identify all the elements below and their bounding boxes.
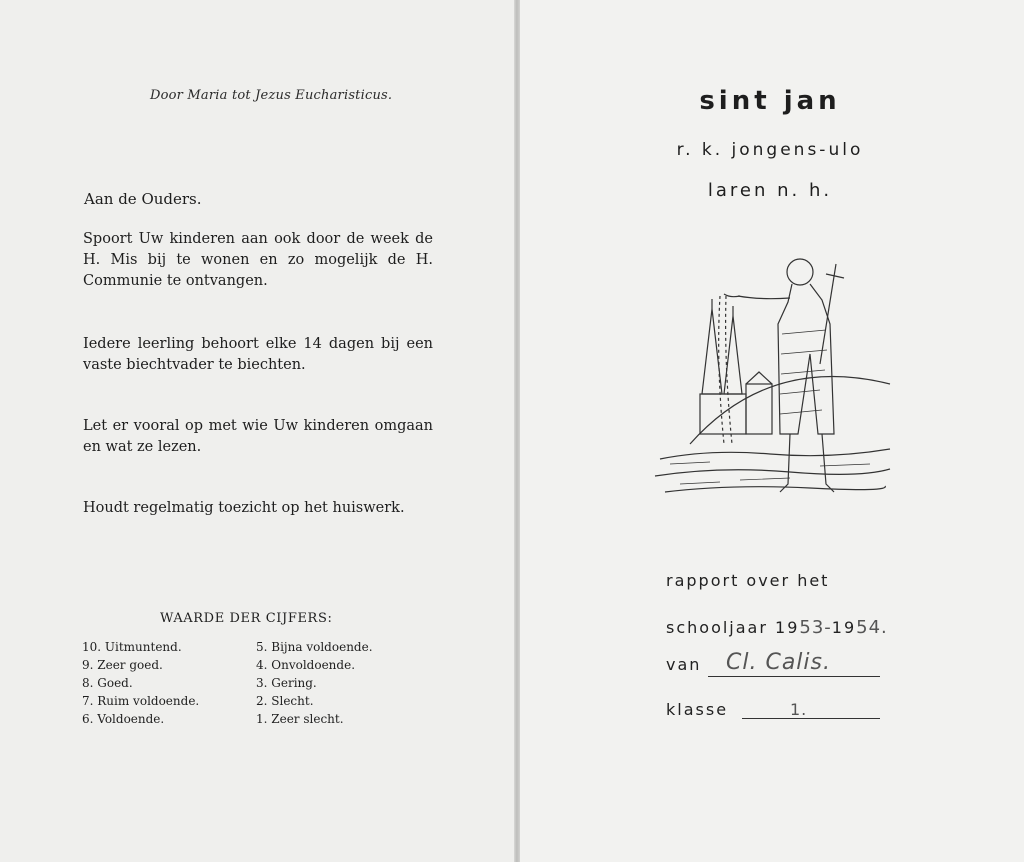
paragraph-mass: Spoort Uw kinderen aan ook door de week de H. Mis bij te wonen en zo mogelijk de H. Communie te ontvangen. [83, 231, 433, 289]
grade-item: 2. Slecht. [256, 694, 314, 708]
report-label: rapport over het [666, 571, 830, 590]
grade-item: 1. Zeer slecht. [256, 712, 344, 726]
van-label: van [666, 655, 702, 674]
grade-item: 6. Voldoende. [82, 712, 165, 726]
paragraph-homework: Houdt regelmatig toezicht op het huiswerk. [83, 500, 405, 516]
school-location: laren n. h. [707, 180, 833, 201]
grade-item: 9. Zeer goed. [82, 658, 163, 672]
grade-item: 4. Onvoldoende. [256, 658, 356, 672]
schoolyear-end-prefix: 19 [831, 618, 857, 637]
grade-item: 7. Ruim voldoende. [82, 694, 200, 708]
name-fill-line [708, 676, 880, 677]
grade-item: 3. Gering. [256, 676, 317, 690]
class-fill-line [742, 718, 880, 719]
motto: Door Maria tot Jezus Eucharisticus. [150, 88, 393, 103]
student-name-value: Cl. Calis. [726, 650, 831, 675]
grades-list-low [256, 638, 373, 728]
class-value: 1. [790, 700, 808, 719]
schoolyear-end-value: 54. [856, 617, 888, 638]
klasse-label: klasse [666, 700, 729, 719]
grade-item: 5. Bijna voldoende. [256, 640, 373, 654]
school-subtitle: r. k. jongens-ulo [676, 140, 864, 160]
school-title: sint jan [699, 86, 841, 116]
schoolyear-label [666, 617, 888, 638]
schoolyear-start-value: 53- [799, 617, 832, 638]
grades-list-high [82, 638, 199, 728]
grade-item: 8. Goed. [82, 676, 133, 690]
saint-john-illustration [650, 244, 895, 506]
grades-title: WAARDE DER CIJFERS: [160, 611, 333, 626]
paragraph-confession: Iedere leerling behoort elke 14 dagen bij een vaste biechtvader te biechten. [83, 336, 433, 373]
grade-item: 10. Uitmuntend. [82, 640, 182, 654]
schoolyear-prefix: schooljaar 19 [666, 618, 800, 637]
paragraph-company: Let er vooral op met wie Uw kinderen omgaan en wat ze lezen. [83, 418, 433, 455]
greeting: Aan de Ouders. [84, 190, 202, 208]
